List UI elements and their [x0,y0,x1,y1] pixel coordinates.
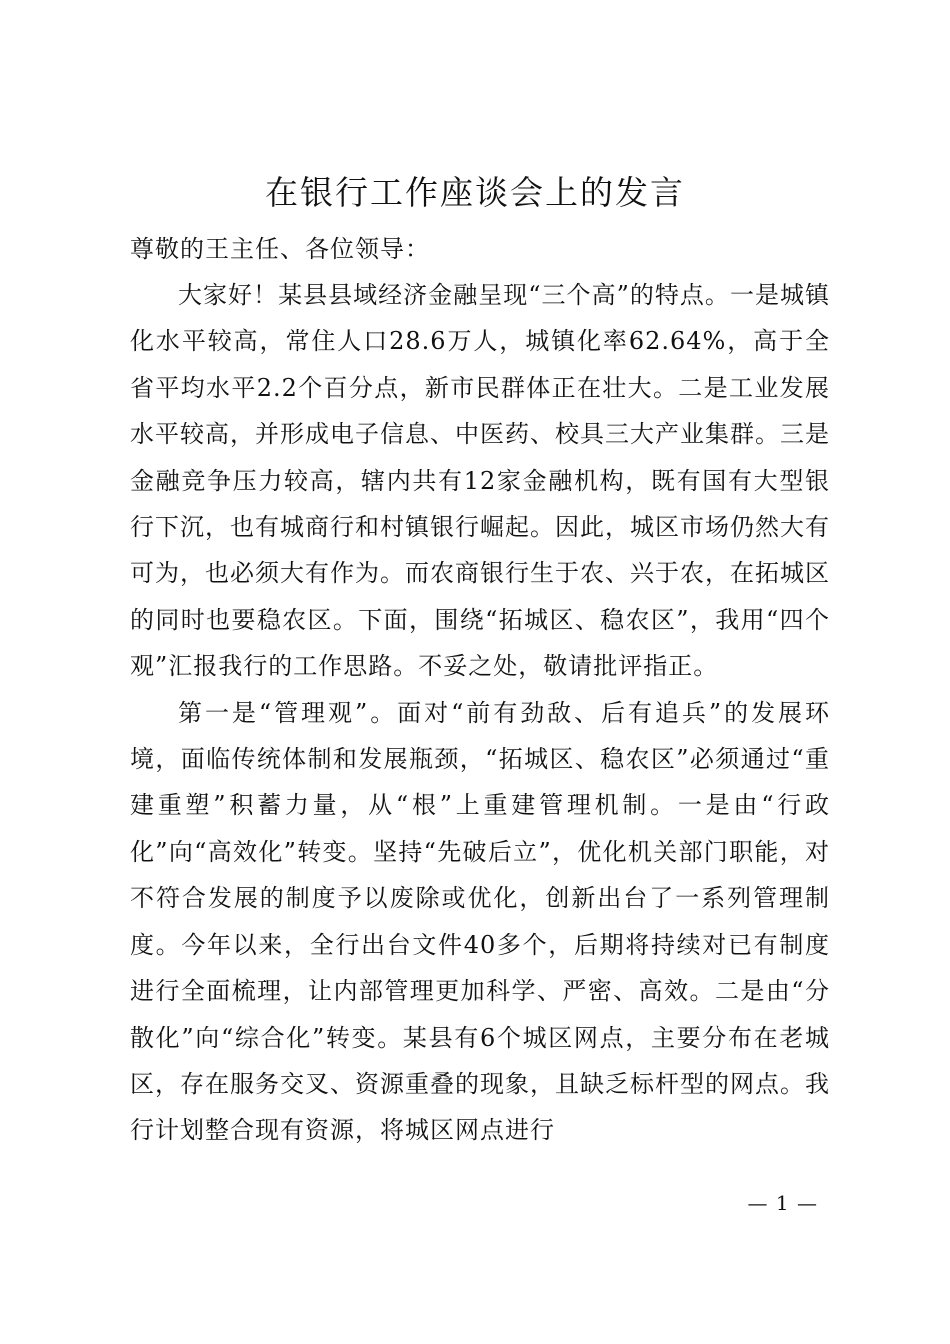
document-title: 在银行工作座谈会上的发言 [265,173,685,212]
paragraph-intro: 大家好！某县县域经济金融呈现“三个高”的特点。一是城镇化水平较高，常住人口28.6万人，城镇化率62.64%，高于全省平均水平2.2个百分点，新市民群体正在壮大。二是工业发展水平较高，并形成电子信息、中医药、校具三大产业集群。三是金融竞争压力较高，辖内共有12家金融机构，既有国有大型银行下沉，也有城商行和村镇银行崛起。因此，城区市场仍然大有可为，也必须大有作为。而农商银行生于农、兴于农，在拓城区的同时也要稳农区。下面，围绕“拓城区、稳农区”，我用“四个观”汇报我行的工作思路。不妥之处，敬请批评指正。 [130,281,830,681]
page-number: — 1 — [747,1191,818,1215]
salutation: 尊敬的王主任、各位领导： [130,235,430,263]
document-body [130,226,830,1154]
paragraph-management: 第一是“管理观”。面对“前有劲敌、后有追兵”的发展环境，面临传统体制和发展瓶颈，“拓城区、稳农区”必须通过“重建重塑”积蓄力量，从“根”上重建管理机制。一是由“行政化”向“高效化”转变。坚持“先破后立”，优化机关部门职能，对不符合发展的制度予以废除或优化，创新出台了一系列管理制度。今年以来，全行出台文件40多个，后期将持续对已有制度进行全面梳理，让内部管理更加科学、严密、高效。二是由“分散化”向“综合化”转变。某县有6个城区网点，主要分布在老城区，存在服务交叉、资源重叠的现象，且缺乏标杆型的网点。我行计划整合现有资源，将城区网点进行 [130,698,830,1145]
